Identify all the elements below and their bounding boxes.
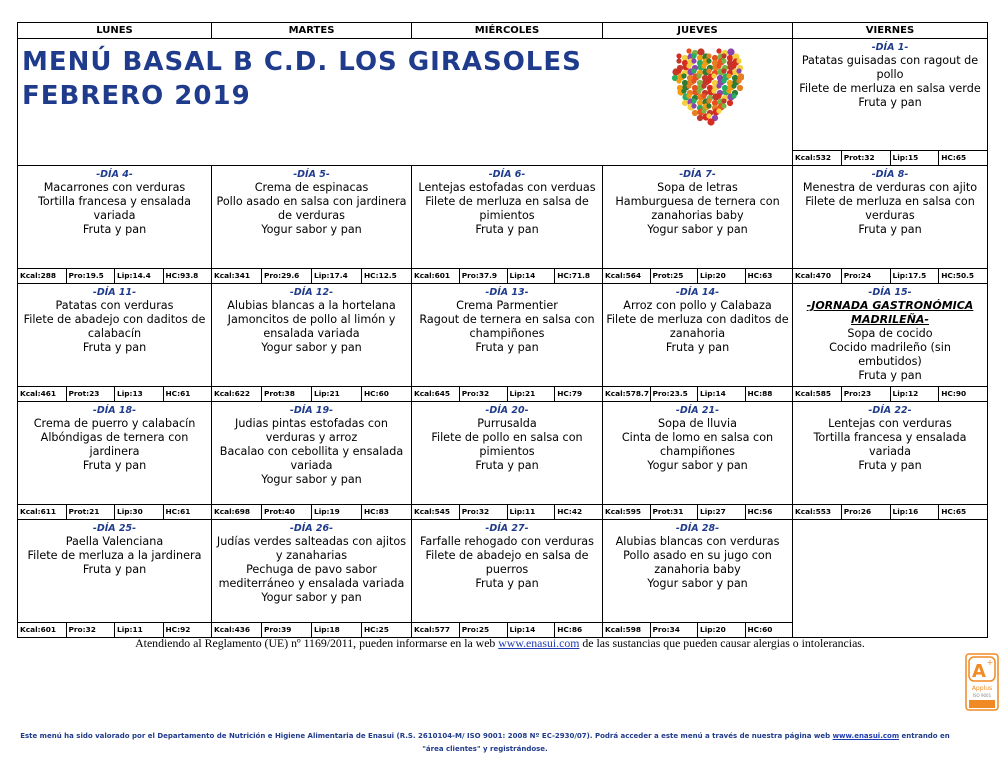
applus-certification-logo: [965, 653, 999, 711]
svg-text:ISO 9001: ISO 9001: [972, 693, 992, 698]
nutrition-value: Pro:23.5: [651, 387, 699, 401]
nutrition-value: Pro:23: [842, 387, 891, 401]
dish-name: Pechuga de pavo sabor mediterráneo y ensalada variada: [218, 563, 405, 590]
day-number: -DÍA 8-: [871, 169, 909, 180]
day-cell: [793, 284, 988, 402]
dish-name: Fruta y pan: [82, 341, 147, 354]
nutrition-value: HC:25: [364, 625, 389, 634]
nutrition-value: HC:50.5: [941, 271, 975, 280]
svg-text:Applus: Applus: [971, 685, 993, 692]
nutrition-value: Kcal:611: [18, 505, 67, 519]
legal-notice-text: Este menú ha sido valorado por el Departamento de Nutrición e Higiene Alimentaria de Enasui (R.S. 2610104-M/ ISO 9001: 2008 Nº EC-2930/07). Podrá acceder a este menú a través de nuestra página web: [20, 732, 833, 740]
nutrition-info: [793, 150, 987, 165]
nutrition-value: HC:86: [557, 625, 583, 634]
dish-name: Cocido madrileño (sin embutidos): [829, 341, 951, 368]
nutrition-value: Lip:20: [698, 623, 746, 637]
nutrition-value: HC:60: [364, 389, 389, 398]
nutrition-value: Kcal:585: [793, 387, 842, 401]
nutrition-value: HC:65: [941, 507, 967, 516]
nutrition-info: [412, 268, 602, 283]
nutrition-value: Prot:38: [262, 387, 312, 401]
nutrition-info: [412, 504, 602, 519]
dish-name: Fruta y pan: [475, 459, 539, 472]
nutrition-value: Pro:32: [460, 387, 508, 401]
dish-name: Filete de merluza en salsa verde: [799, 82, 981, 95]
dish-name: Yogur sabor y pan: [261, 341, 362, 354]
dish-name: Crema de puerro y calabacín: [33, 417, 196, 430]
nutrition-value: Kcal:564: [603, 269, 651, 283]
nutrition-value: HC:88: [747, 389, 773, 398]
nutrition-value: Lip:14: [698, 387, 746, 401]
nutrition-info: [412, 386, 602, 401]
nutrition-value: HC:79: [557, 389, 583, 398]
dish-name: Patatas guisadas con ragout de pollo: [801, 54, 979, 81]
dish-name: Crema Parmentier: [456, 299, 558, 312]
nutrition-value: Pro:37.9: [460, 269, 508, 283]
dish-name: Filete de merluza con daditos de zanahoria: [606, 313, 789, 340]
menu-month: FEBRERO 2019: [22, 81, 251, 111]
nutrition-value: Kcal:698: [212, 505, 262, 519]
nutrition-info: [18, 268, 211, 283]
allergen-notice-text-end: de las sustancias que pueden causar alergias o intolerancias.: [579, 636, 865, 650]
dish-name: Ragout de ternera en salsa con champiñones: [419, 313, 595, 340]
dish-name: Alubias blancas con verduras: [615, 535, 780, 548]
day-menu-content: [18, 402, 211, 501]
dish-name: Fruta y pan: [665, 341, 730, 354]
nutrition-value: Prot:31: [651, 505, 699, 519]
nutrition-value: HC:12.5: [364, 271, 397, 280]
day-menu-content: [793, 39, 987, 147]
day-number: -DÍA 4-: [96, 169, 133, 180]
fruit-heart-image: [672, 41, 744, 139]
nutrition-value: Kcal:553: [793, 505, 842, 519]
day-cell: [18, 166, 212, 284]
dish-name: Filete de abadejo en salsa de puerros: [425, 549, 589, 576]
day-number: -DÍA 22-: [868, 405, 912, 416]
empty-day-cell: [793, 520, 988, 638]
dish-name: Menestra de verduras con ajito: [802, 181, 978, 194]
day-cell: [793, 402, 988, 520]
week-row: [18, 39, 988, 166]
day-menu-content: [793, 166, 987, 265]
dish-name: Yogur sabor y pan: [261, 223, 362, 236]
nutrition-info: [18, 622, 211, 637]
nutrition-value: HC:93.8: [165, 271, 199, 280]
weekday-header: LUNES: [18, 23, 212, 39]
menu-title-cell: [18, 39, 793, 166]
nutrition-value: Lip:14.4: [115, 269, 164, 283]
day-cell: [603, 284, 793, 402]
day-number: -DÍA 15-: [868, 287, 912, 298]
dish-name: Yogur sabor y pan: [647, 577, 748, 590]
day-cell: [412, 166, 603, 284]
nutrition-value: Lip:12: [891, 387, 940, 401]
nutrition-value: HC:63: [747, 271, 773, 280]
allergen-notice: [0, 636, 1000, 651]
dish-name: Fruta y pan: [475, 577, 539, 590]
dish-name: Alubias blancas a la hortelana: [227, 299, 396, 312]
nutrition-value: Pro:34: [651, 623, 699, 637]
nutrition-value: Kcal:341: [212, 269, 262, 283]
nutrition-value: Kcal:288: [18, 269, 67, 283]
day-number: -DÍA 13-: [485, 287, 529, 298]
day-cell: [18, 520, 212, 638]
day-menu-content: [412, 402, 602, 501]
nutrition-value: Kcal:601: [412, 269, 460, 283]
day-number: -DÍA 26-: [289, 523, 334, 534]
nutrition-value: Pro:32: [460, 505, 508, 519]
day-number: -DÍA 18-: [92, 405, 137, 416]
dish-name: Filete de merluza a la jardinera: [27, 549, 202, 562]
dish-name: Judías verdes salteadas con ajitos y zanaharias: [216, 535, 407, 562]
nutrition-value: Prot:32: [842, 151, 891, 165]
dish-name: Filete de abadejo con daditos de calabacín: [23, 313, 206, 340]
day-cell: [212, 166, 412, 284]
dish-name: Lentejas estofadas con verduas: [418, 181, 596, 194]
dish-name: Fruta y pan: [475, 223, 539, 236]
day-menu-content: [18, 166, 211, 265]
nutrition-value: HC:71.8: [557, 271, 591, 280]
dish-name: Pollo asado en su jugo con zanahoria baby: [623, 549, 772, 576]
dish-name: Hamburguesa de ternera con zanahorias baby: [615, 195, 780, 222]
dish-name: Yogur sabor y pan: [647, 459, 748, 472]
week-row: [18, 166, 988, 284]
dish-name: Patatas con verduras: [55, 299, 174, 312]
day-menu-content: [603, 166, 792, 265]
day-menu-content: [603, 402, 792, 501]
dish-name: Filete de pollo en salsa con pimientos: [431, 431, 583, 458]
dish-name: Judias pintas estofadas con verduras y arroz: [235, 417, 388, 444]
day-number: -DÍA 21-: [675, 405, 720, 416]
nutrition-value: Prot:40: [262, 505, 312, 519]
nutrition-info: [603, 622, 792, 637]
nutrition-value: Lip:20: [698, 269, 746, 283]
week-row: [18, 402, 988, 520]
legal-notice-text-end: entrando en "área clientes" y registrándose.: [422, 732, 950, 753]
day-cell: [212, 284, 412, 402]
dish-name: Sopa de letras: [657, 181, 738, 194]
nutrition-info: [793, 386, 987, 401]
nutrition-value: Prot:25: [651, 269, 699, 283]
day-cell: [412, 284, 603, 402]
nutrition-value: Lip:21: [508, 387, 556, 401]
nutrition-value: Lip:14: [508, 623, 556, 637]
enasui-client-link[interactable]: www.enasui.com: [832, 732, 900, 740]
weekday-header: VIERNES: [793, 23, 988, 39]
day-number: -DÍA 11-: [92, 287, 137, 298]
day-cell: [212, 520, 412, 638]
menu-table: [17, 22, 988, 638]
nutrition-value: HC:61: [165, 507, 191, 516]
dish-name: Tortilla francesa y ensalada variada: [813, 431, 967, 458]
day-menu-content: [603, 520, 792, 619]
nutrition-value: Kcal:595: [603, 505, 651, 519]
day-menu-content: [412, 520, 602, 619]
nutrition-info: [18, 386, 211, 401]
dish-name: Purrusalda: [477, 417, 537, 430]
nutrition-value: HC:83: [364, 507, 389, 516]
day-number: -DÍA 12-: [289, 287, 334, 298]
dish-name: Fruta y pan: [82, 563, 147, 576]
day-cell: [18, 284, 212, 402]
nutrition-value: Lip:30: [115, 505, 164, 519]
day-menu-content: [793, 284, 987, 383]
dish-name: Bacalao con cebollita y ensalada variada: [219, 445, 404, 472]
nutrition-value: Kcal:645: [412, 387, 460, 401]
day-cell: [603, 402, 793, 520]
nutrition-value: Kcal:461: [18, 387, 67, 401]
nutrition-value: Lip:11: [508, 505, 556, 519]
nutrition-value: Kcal:601: [18, 623, 67, 637]
day-cell: [603, 166, 793, 284]
day-menu-content: [212, 402, 411, 501]
nutrition-value: Lip:11: [115, 623, 164, 637]
day-cell: [212, 402, 412, 520]
dish-name: Fruta y pan: [475, 341, 539, 354]
nutrition-value: Lip:18: [312, 623, 362, 637]
nutrition-info: [412, 622, 602, 637]
nutrition-value: Kcal:577: [412, 623, 460, 637]
dish-name: Sopa de cocido: [847, 327, 933, 340]
nutrition-value: Lip:13: [115, 387, 164, 401]
dish-name: Arroz con pollo y Calabaza: [623, 299, 772, 312]
day-menu-content: [603, 284, 792, 383]
weekday-header: MIÉRCOLES: [412, 23, 603, 39]
nutrition-info: [793, 268, 987, 283]
nutrition-value: Lip:21: [312, 387, 362, 401]
nutrition-value: HC:60: [747, 625, 773, 634]
enasui-link[interactable]: www.enasui.com: [498, 636, 580, 650]
nutrition-info: [18, 504, 211, 519]
day-number: -DÍA 14-: [675, 287, 720, 298]
dish-name: Filete de merluza en salsa de pimientos: [425, 195, 589, 222]
dish-name: Sopa de lluvia: [658, 417, 737, 430]
day-number: -DÍA 6-: [488, 169, 526, 180]
nutrition-value: Pro:29.6: [262, 269, 312, 283]
dish-name: Fruta y pan: [82, 459, 147, 472]
dish-name: Crema de espinacas: [254, 181, 369, 194]
day-menu-content: [412, 166, 602, 265]
nutrition-value: HC:92: [165, 625, 191, 634]
nutrition-value: Pro:19.5: [67, 269, 116, 283]
dish-name: Fruta y pan: [858, 369, 922, 382]
day-menu-content: [212, 166, 411, 265]
nutrition-value: HC:56: [747, 507, 773, 516]
nutrition-value: Prot:21: [67, 505, 116, 519]
day-menu-content: [212, 284, 411, 383]
nutrition-value: Lip:17.5: [891, 269, 940, 283]
svg-text:A: A: [972, 661, 986, 682]
nutrition-value: HC:61: [165, 389, 191, 398]
dish-name: Fruta y pan: [858, 459, 922, 472]
svg-text:+: +: [986, 658, 994, 667]
nutrition-value: Pro:39: [262, 623, 312, 637]
dish-name: Albóndigas de ternera con jardinera: [40, 431, 189, 458]
dish-name: Filete de merluza en salsa con verduras: [805, 195, 975, 222]
weekday-header: JUEVES: [603, 23, 793, 39]
legal-notice: [20, 730, 950, 756]
day-cell: [603, 520, 793, 638]
day-number: -DÍA 19-: [289, 405, 334, 416]
nutrition-value: Lip:15: [891, 151, 940, 165]
dish-name: Yogur sabor y pan: [261, 591, 362, 604]
day-number: -DÍA 25-: [92, 523, 137, 534]
day-number: -DÍA 27-: [485, 523, 529, 534]
day-menu-content: [18, 520, 211, 619]
dish-name: Farfalle rehogado con verduras: [420, 535, 594, 548]
dish-name: Tortilla francesa y ensalada variada: [37, 195, 191, 222]
dish-name: Pollo asado en salsa con jardinera de verduras: [216, 195, 407, 222]
day-cell: [793, 166, 988, 284]
nutrition-value: Pro:24: [842, 269, 891, 283]
nutrition-value: Lip:14: [508, 269, 556, 283]
nutrition-value: Kcal:622: [212, 387, 262, 401]
special-event-title: -JORNADA GASTRONÓMICA MADRILEÑA-: [806, 299, 974, 326]
nutrition-info: [603, 386, 792, 401]
day-number: -DÍA 28-: [675, 523, 720, 534]
nutrition-value: Prot:23: [67, 387, 116, 401]
nutrition-value: Kcal:545: [412, 505, 460, 519]
nutrition-info: [212, 622, 411, 637]
day-cell: [412, 402, 603, 520]
dish-name: Fruta y pan: [82, 223, 147, 236]
nutrition-info: [212, 268, 411, 283]
day-cell: [18, 402, 212, 520]
dish-name: Paella Valenciana: [65, 535, 164, 548]
nutrition-info: [793, 504, 987, 519]
dish-name: Fruta y pan: [858, 96, 922, 109]
dish-name: Cinta de lomo en salsa con champiñones: [621, 431, 774, 458]
day-cell: [412, 520, 603, 638]
week-row: [18, 284, 988, 402]
dish-name: Jamoncitos de pollo al limón y ensalada variada: [227, 313, 396, 340]
nutrition-info: [212, 386, 411, 401]
dish-name: Yogur sabor y pan: [647, 223, 748, 236]
dish-name: Macarrones con verduras: [43, 181, 186, 194]
dish-name: Fruta y pan: [858, 223, 922, 236]
nutrition-value: Kcal:578.7: [603, 387, 651, 401]
dish-name: Lentejas con verduras: [828, 417, 952, 430]
nutrition-value: Pro:25: [460, 623, 508, 637]
day-number: -DÍA 7-: [679, 169, 716, 180]
nutrition-value: Kcal:598: [603, 623, 651, 637]
nutrition-info: [603, 504, 792, 519]
weekday-header-row: [18, 23, 988, 39]
nutrition-value: HC:65: [941, 153, 967, 162]
day-number: -DÍA 1-: [871, 42, 909, 53]
allergen-notice-text: Atendiendo al Reglamento (UE) nº 1169/2011, pueden informarse en la web: [135, 636, 499, 650]
nutrition-info: [212, 504, 411, 519]
nutrition-value: Kcal:532: [793, 151, 842, 165]
nutrition-value: Kcal:470: [793, 269, 842, 283]
nutrition-value: Pro:32: [67, 623, 116, 637]
nutrition-info: [603, 268, 792, 283]
day-menu-content: [212, 520, 411, 619]
week-row: [18, 520, 988, 638]
day-number: -DÍA 20-: [485, 405, 529, 416]
nutrition-value: Lip:17.4: [312, 269, 362, 283]
day-number: -DÍA 5-: [293, 169, 330, 180]
weekday-header: MARTES: [212, 23, 412, 39]
nutrition-value: Lip:27: [698, 505, 746, 519]
nutrition-value: Lip:19: [312, 505, 362, 519]
day-menu-content: [793, 402, 987, 501]
nutrition-value: Pro:26: [842, 505, 891, 519]
nutrition-value: Lip:16: [891, 505, 940, 519]
dish-name: Yogur sabor y pan: [261, 473, 362, 486]
nutrition-value: Kcal:436: [212, 623, 262, 637]
day-cell: [793, 39, 988, 166]
menu-title: MENÚ BASAL B C.D. LOS GIRASOLES: [22, 47, 582, 77]
day-menu-content: [18, 284, 211, 383]
nutrition-value: HC:42: [557, 507, 583, 516]
day-menu-content: [412, 284, 602, 383]
nutrition-value: HC:90: [941, 389, 967, 398]
